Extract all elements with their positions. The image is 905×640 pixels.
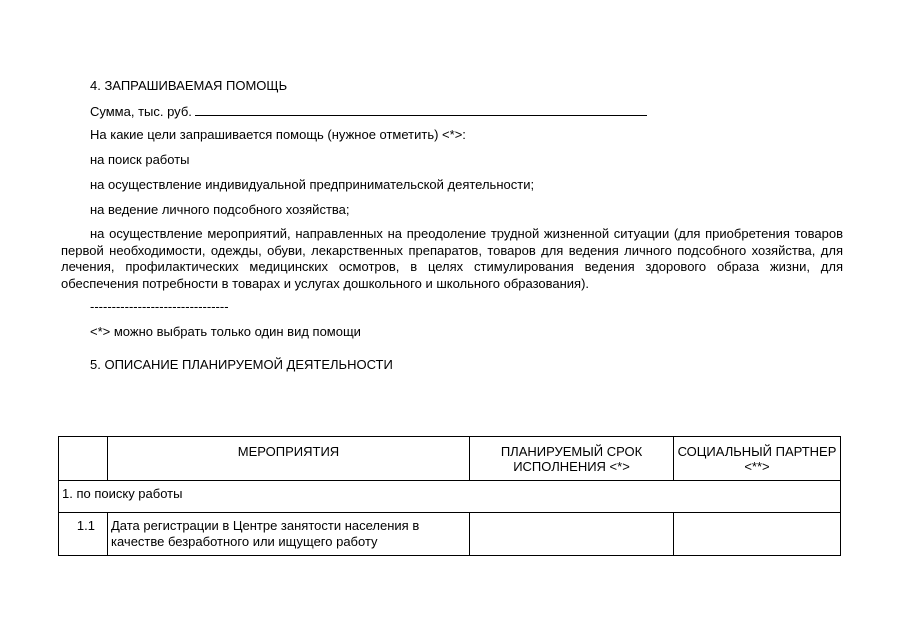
footnote-text: <*> можно выбрать только один вид помощи	[90, 324, 361, 339]
purpose-question: На какие цели запрашивается помощь (нужное отметить) <*>:	[90, 127, 466, 142]
sum-label: Сумма, тыс. руб.	[90, 104, 192, 119]
header-partner: СОЦИАЛЬНЫЙ ПАРТНЕР <**>	[674, 437, 841, 481]
sum-blank-field[interactable]	[195, 102, 647, 116]
item-number: 1.1	[59, 513, 108, 556]
table-header-row	[59, 437, 841, 481]
item-partner-cell[interactable]	[674, 513, 841, 556]
option-entrepreneurship[interactable]: на осуществление индивидуальной предпринимательской деятельности;	[90, 177, 535, 192]
section-row-label: 1. по поиску работы	[59, 481, 841, 513]
option-hardship[interactable]: на осуществление мероприятий, направленных на преодоление трудной жизненной ситуации (для приобретения товаров первой необходимости, одежды, обуви, лекарственных препаратов, товаров для ведения личного подсобного хозяйства, для лечения, профилактических медицинских осмотров, в целях стимулирования ведения здорового образа жизни, для обеспечения потребности в товарах и услугах дошкольного и школьного образования).	[61, 226, 843, 291]
header-num	[59, 437, 108, 481]
footnote-separator: --------------------------------	[90, 299, 229, 314]
item-description: Дата регистрации в Центре занятости населения в качестве безработного или ищущего работу	[108, 513, 470, 556]
header-term: ПЛАНИРУЕМЫЙ СРОК ИСПОЛНЕНИЯ <*>	[470, 437, 674, 481]
table-section-row	[59, 481, 841, 513]
item-term-cell[interactable]	[470, 513, 674, 556]
activity-plan-table	[58, 436, 841, 556]
sum-line	[90, 102, 647, 120]
section-4-heading: 4. ЗАПРАШИВАЕМАЯ ПОМОЩЬ	[90, 78, 288, 93]
option-job-search[interactable]: на поиск работы	[90, 152, 190, 167]
section-5-heading: 5. ОПИСАНИЕ ПЛАНИРУЕМОЙ ДЕЯТЕЛЬНОСТИ	[90, 357, 393, 372]
header-events: МЕРОПРИЯТИЯ	[108, 437, 470, 481]
option-household[interactable]: на ведение личного подсобного хозяйства;	[90, 202, 350, 217]
table-row	[59, 513, 841, 556]
